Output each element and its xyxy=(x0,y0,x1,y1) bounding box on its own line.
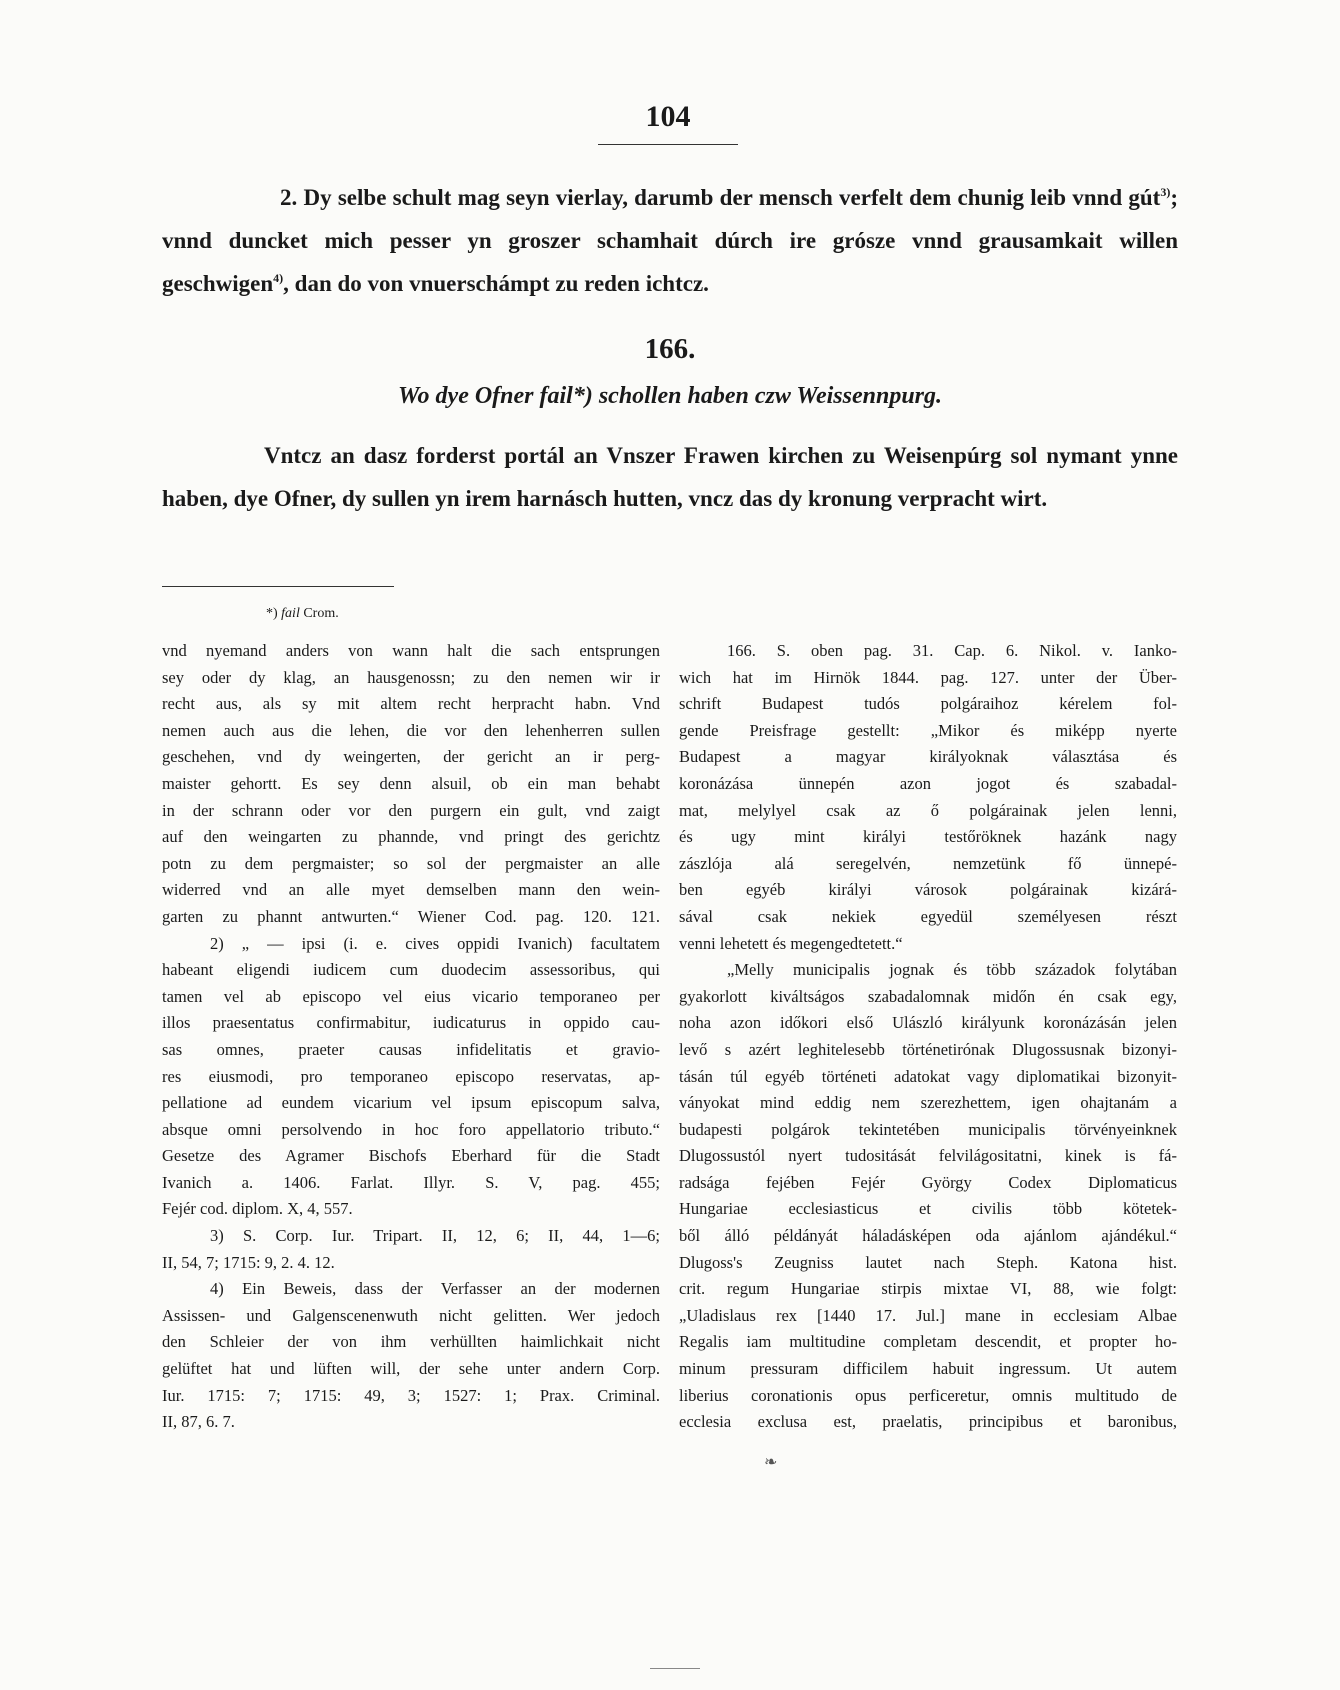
footnote-line: „Melly municipalis jognak és több századok folytában xyxy=(727,960,1177,980)
footnote-line: minum pressuram difficilem habuit ingressum. Ut autem xyxy=(679,1359,1177,1379)
section-number: 166. xyxy=(644,333,696,365)
footnote-line: Dlugoss's Zeugniss lautet nach Steph. Katona hist. xyxy=(679,1252,1177,1272)
footnote-ref-4: 4) xyxy=(273,271,284,285)
footnote-line: potn zu dem pergmaister; so sol der pergmaister an alle xyxy=(162,853,660,873)
footnote-line: nemen auch aus die lehen, die vor den lehenherren sullen xyxy=(162,720,660,740)
section-title: Wo dye Ofner fail*) schollen haben czw Weissennpurg. xyxy=(397,383,943,409)
footnote-line: Ivanich a. 1406. Farlat. Illyr. S. V, pag. 455; xyxy=(162,1172,660,1192)
paragraph-text: , dan do von vnuerschámpt zu reden ichtcz. xyxy=(283,271,709,296)
footnote-line: garten zu phannt antwurten.“ Wiener Cod. pag. 120. 121. xyxy=(162,906,660,926)
footnote-line: „Uladislaus rex [1440 17. Jul.] mane in ecclesiam Albae xyxy=(679,1305,1177,1325)
footnote-line: levő s azért leghitelesebb történetirónak Dlugossusnak bizonyi- xyxy=(679,1039,1177,1059)
bottom-mark xyxy=(650,1668,700,1669)
footnote-line: koronázása ünnepén azon jogot és szabadal- xyxy=(679,773,1177,793)
section-text: Vntcz an dasz forderst portál an Vnszer Frawen kirchen zu Weisenpúrg sol nymant ynne haben, dye Ofner, dy sullen yn irem harnásch hutten, vncz das dy kronung verpracht wirt. xyxy=(162,443,1178,511)
footnote-line: zászlója alá seregelvén, nemzetünk fő ünnepé- xyxy=(679,853,1177,873)
right-footnote-column xyxy=(679,638,1177,1436)
footnote-line: absque omni persolvendo in hoc foro appellatorio tributo.“ xyxy=(162,1119,660,1139)
footnote-line: schrift Budapest tudós polgáraihoz kérelem fol- xyxy=(679,694,1177,714)
footnote-line: 166. S. oben pag. 31. Cap. 6. Nikol. v. Ianko- xyxy=(727,641,1177,660)
footnote-line: widerred vnd an alle myet demselben mann den wein- xyxy=(162,880,660,900)
footnote-star: *) fail Crom. xyxy=(266,606,339,621)
footnote-line: sey oder dy klag, an hausgenossn; zu den nemen wir ir xyxy=(162,667,660,687)
left-footnote-column xyxy=(162,638,660,1436)
footnote-line: II, 54, 7; 1715: 9, 2. 4. 12. xyxy=(162,1252,335,1272)
footnote-line: venni lehetett és megengedtetett.“ xyxy=(679,933,903,953)
footnote-line: sával csak nekiek egyedül személyesen részt xyxy=(679,906,1177,926)
page-ornament: ❧ xyxy=(764,1454,778,1471)
footnote-line: liberius coronationis opus perficeretur, omnis multitudo de xyxy=(679,1385,1177,1405)
page-number: 104 xyxy=(645,100,691,133)
footnote-line: res eiusmodi, pro temporaneo episcopo reservatas, ap- xyxy=(162,1066,660,1086)
footnote-line: gelüftet hat und lüften will, der sehe unter andern Corp. xyxy=(162,1359,660,1379)
footnote-line: noha azon időkori első Ulászló királyunk koronázásán jelen xyxy=(679,1013,1177,1033)
footnote-line: recht aus, als sy mit altem recht herpracht habn. Vnd xyxy=(162,694,660,714)
paragraph-number: 2. xyxy=(280,185,298,210)
footnote-line: in der schrann oder vor den purgern ein gult, vnd zaigt xyxy=(162,800,660,820)
footnote-line: sas omnes, praeter causas infidelitatis et gravio- xyxy=(162,1039,660,1059)
paragraph-text: Dy selbe schult mag seyn vierlay, darumb der mensch verfelt dem chunig leib vnnd gút xyxy=(303,185,1161,210)
footnote-line: pellatione ad eundem vicarium vel ipsum episcopum salva, xyxy=(162,1093,660,1113)
footnote-line: crit. regum Hungariae stirpis mixtae VI, 88, wie folgt: xyxy=(679,1279,1177,1299)
footnote-line: radsága fejében Fejér György Codex Diplomaticus xyxy=(679,1172,1177,1192)
footnote-line: tamen vel ab episcopo vel eius vicario temporaneo per xyxy=(162,986,660,1006)
footnote-line: gyakorlott kiváltságos szabadalomnak midőn én csak egy, xyxy=(679,986,1177,1006)
footnote-line: ben egyéb királyi városok polgárainak kizárá- xyxy=(679,880,1177,900)
paragraph-2 xyxy=(162,176,1178,305)
footnote-line: Assissen- und Galgenscenenwuth nicht gelitten. Wer jedoch xyxy=(162,1305,660,1325)
footnote-line: II, 87, 6. 7. xyxy=(162,1412,235,1432)
footnote-line: budapesti polgárok tekintetében municipalis törvényeinknek xyxy=(679,1119,1177,1139)
footnote-line: maister gehortt. Es sey denn alsuil, ob ein man behabt xyxy=(162,773,660,793)
footnote-line: Hungariae ecclesiasticus et civilis több kötetek- xyxy=(679,1199,1177,1219)
page-number-rule xyxy=(598,144,738,145)
footnote-line: wich hat im Hirnök 1844. pag. 127. unter der Über- xyxy=(679,667,1177,687)
footnote-line: Iur. 1715: 7; 1715: 49, 3; 1527: 1; Prax. Criminal. xyxy=(162,1385,660,1405)
footnote-line: Gesetze des Agramer Bischofs Eberhard für die Stadt xyxy=(162,1146,660,1166)
footnote-line: és ugy mint királyi testőröknek hazánk nagy xyxy=(679,827,1177,847)
footnote-line: Regalis iam multitudine completam descendit, et propter ho- xyxy=(679,1332,1177,1352)
paragraph-text: ; vnnd duncket mich pesser yn groszer schamhait dúrch ire grósze vnnd grausamkait willen geschwigen xyxy=(162,185,1178,296)
footnote-line: mat, melylyel csak az ő polgárainak jelen lenni, xyxy=(679,800,1177,820)
footnote-line: vnd nyemand anders von wann halt die sach entsprungen xyxy=(162,641,660,660)
footnote-line: habeant eligendi iudicem cum duodecim assessoribus, qui xyxy=(162,960,660,980)
footnote-line: den Schleier der von ihm verhüllten haimlichkait nicht xyxy=(162,1332,660,1352)
footnote-line: 3) S. Corp. Iur. Tripart. II, 12, 6; II, 44, 1—6; xyxy=(210,1226,660,1246)
footnote-line: auf den weingarten zu phannde, vnd pringt des gerichtz xyxy=(162,827,660,847)
footnote-line: ecclesia exclusa est, praelatis, principibus et baronibus, xyxy=(679,1412,1177,1432)
footnote-line: gende Preisfrage gestellt: „Mikor és miképp nyerte xyxy=(679,720,1177,740)
footnote-line: 4) Ein Beweis, dass der Verfasser an der modernen xyxy=(210,1279,660,1299)
footnote-line: Budapest a magyar királyoknak választása és xyxy=(679,747,1177,767)
footnote-line: ből álló példányát háladásképen oda ajánlom ajándékul.“ xyxy=(679,1226,1177,1246)
footnote-ref-3: 3) xyxy=(1160,185,1171,199)
footnote-line: Dlugossustól nyert tudositását felvilágositatni, kinek is fá- xyxy=(679,1146,1177,1166)
footnote-line: ványokat mind eddig nem szerezhettem, igen ohajtanám a xyxy=(679,1093,1177,1113)
footnote-rule xyxy=(162,586,394,587)
footnote-line: 2) „ — ipsi (i. e. cives oppidi Ivanich) facultatem xyxy=(210,933,660,953)
footnote-line: geschehen, vnd dy weingerten, der gericht an ir perg- xyxy=(162,747,660,767)
footnote-line: illos praesentatus confirmabitur, iudicaturus in oppido cau- xyxy=(162,1013,660,1033)
footnote-line: tásán túl egyéb történeti adatokat vagy diplomatikai bizonyit- xyxy=(679,1066,1177,1086)
footnote-line: Fejér cod. diplom. X, 4, 557. xyxy=(162,1199,353,1219)
